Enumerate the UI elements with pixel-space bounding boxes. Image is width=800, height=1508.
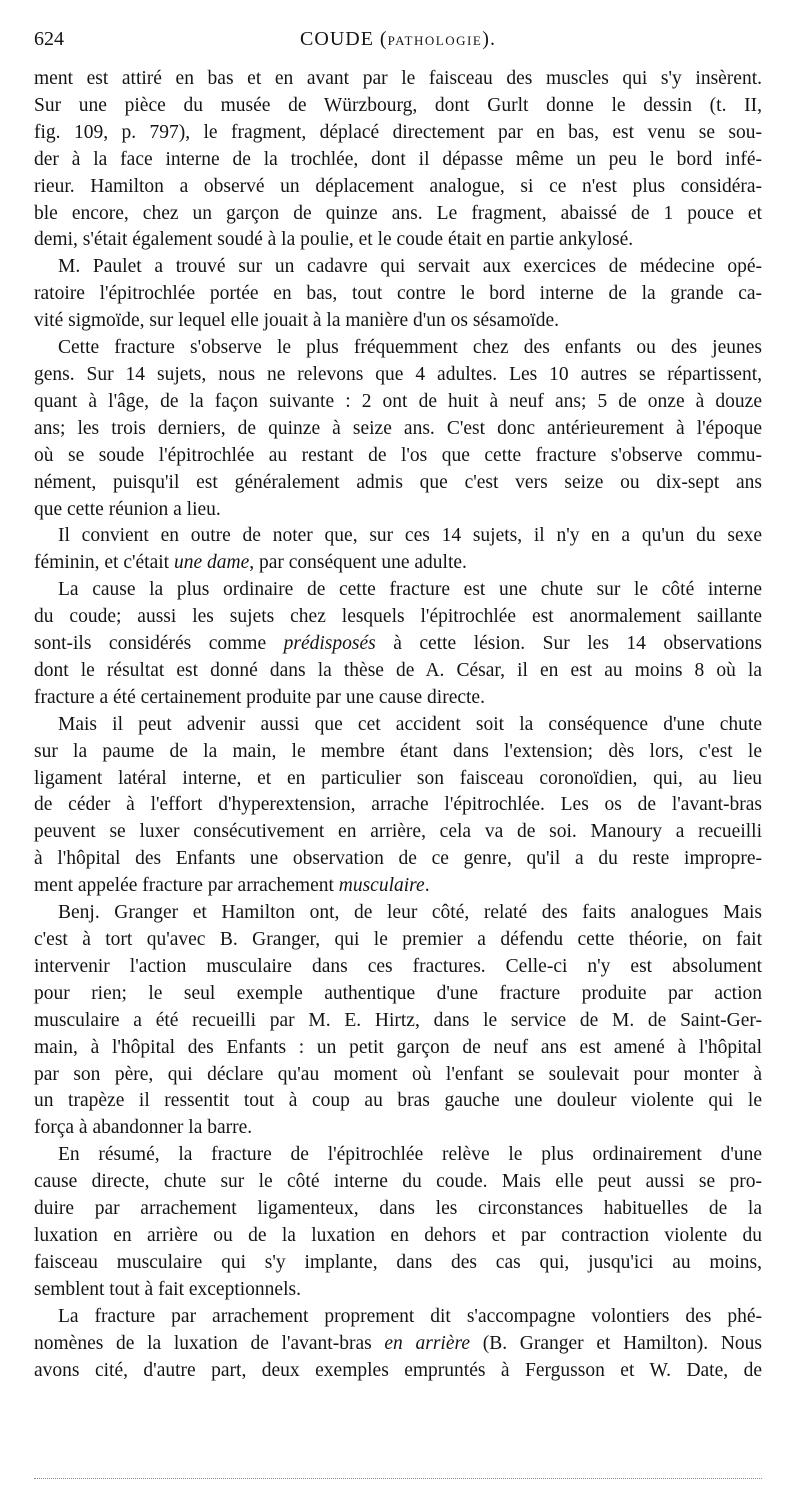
text-line: avons cité, d'autre part, deux exemples empruntés à Fergusson et W. Date, de <box>34 1359 762 1381</box>
text-line: nément, puisqu'il est généralement admis que c'est vers seize ou dix-sept ans <box>34 471 762 493</box>
text-line: sur la paume de la main, le membre étant dans l'extension; dès lors, c'est le <box>34 740 762 762</box>
text-line: à l'hôpital des Enfants une observation de ce genre, qu'il a du reste impropre- <box>34 848 762 870</box>
text-line: ble encore, chez un garçon de quinze ans. Le fragment, abaissé de 1 pouce et <box>34 202 762 224</box>
paragraph <box>34 254 762 335</box>
text-line: ligament latéral interne, et en particulier son faisceau coronoïdien, qui, au lieu <box>34 767 762 789</box>
text-line: vité sigmoïde, sur lequel elle jouait à la manière d'un os sésamoïde. <box>34 310 559 332</box>
running-title-subject: PATHOLOGIE <box>387 33 483 48</box>
text-line: de céder à l'effort d'hyperextension, arrache l'épitrochlée. Les os de l'avant-bras <box>34 794 762 816</box>
paragraph <box>34 900 762 1142</box>
text-line: ment appelée fracture par arrachement musculaire. <box>34 875 430 897</box>
footer-rule <box>34 1478 762 1479</box>
text-line: fig. 109, p. 797), le fragment, déplacé directement par en bas, est venu se sou- <box>34 121 762 143</box>
text-line: En résumé, la fracture de l'épitrochlée relève le plus ordinairement d'une <box>58 1144 762 1166</box>
text-line: main, à l'hôpital des Enfants : un petit garçon de neuf ans est amené à l'hôpital <box>34 1036 762 1058</box>
text-line: Cette fracture s'observe le plus fréquemment chez des enfants ou des jeunes <box>58 337 762 359</box>
text-line: Mais il peut advenir aussi que cet accident soit la conséquence d'une chute <box>58 713 762 735</box>
text-line: que cette réunion a lieu. <box>34 498 221 520</box>
emphasis: en arrière <box>384 1332 471 1354</box>
paragraph <box>34 577 762 712</box>
text-line: dont le résultat est donné dans la thèse de A. César, il en est au moins 8 où la <box>34 659 762 681</box>
paragraph <box>34 1142 762 1303</box>
text-line: La cause la plus ordinaire de cette fracture est une chute sur le côté interne <box>58 579 762 601</box>
text-line: intervenir l'action musculaire dans ces fractures. Celle-ci n'y est absolument <box>34 955 762 977</box>
text-line: luxation en arrière ou de la luxation en dehors et par contraction violente du <box>34 1224 762 1246</box>
paragraph <box>34 66 762 254</box>
text-line: fracture a été certainement produite par une cause directe. <box>34 686 485 708</box>
text-line: quant à l'âge, de la façon suivante : 2 ont de huit à neuf ans; 5 de onze à douze <box>34 390 762 412</box>
text-line: cause directe, chute sur le côté interne du coude. Mais elle peut aussi se pro- <box>34 1171 762 1193</box>
text-line: La fracture par arrachement proprement dit s'accompagne volontiers des phé- <box>58 1305 762 1327</box>
text-line: Benj. Granger et Hamilton ont, de leur côté, relaté des faits analogues Mais <box>58 902 762 924</box>
text-line: força à abandonner la barre. <box>34 1117 253 1139</box>
text-line: gens. Sur 14 sujets, nous ne relevons que 4 adultes. Les 10 autres se répartissent, <box>34 363 762 385</box>
text-line: M. Paulet a trouvé sur un cadavre qui servait aux exercices de médecine opé- <box>58 256 762 278</box>
running-head <box>34 28 762 58</box>
paragraph <box>34 712 762 900</box>
text-line: ans; les trois derniers, de quinze à seize ans. C'est donc antérieurement à l'époque <box>34 417 762 439</box>
running-title-end: ). <box>482 28 496 50</box>
text-line: pour rien; le seul exemple authentique d'une fracture produite par action <box>34 982 762 1004</box>
text-line: Il convient en outre de noter que, sur ces 14 sujets, il n'y en a qu'un du sexe <box>58 525 762 547</box>
paragraph <box>34 335 762 523</box>
text-line: Sur une pièce du musée de Würzbourg, dont Gurlt donne le dessin (t. II, <box>34 94 762 116</box>
text-line: ment est attiré en bas et en avant par le faisceau des muscles qui s'y insèrent. <box>34 68 762 89</box>
text-line: par son père, qui déclare qu'au moment où l'enfant se soulevait pour monter à <box>34 1063 762 1085</box>
text-line: ratoire l'épitrochlée portée en bas, tout contre le bord interne de la grande ca- <box>34 283 762 305</box>
text-line: musculaire a été recueilli par M. E. Hirtz, dans le service de M. de Saint-Ger- <box>34 1009 762 1031</box>
running-title-main: COUDE ( <box>300 28 388 50</box>
text-line: peuvent se luxer consécutivement en arrière, cela va de soi. Manoury a recueilli <box>34 821 762 843</box>
running-title <box>34 28 762 51</box>
text-line: rieur. Hamilton a observé un déplacement analogue, si ce n'est plus considéra- <box>34 175 762 197</box>
text-line: du coude; aussi les sujets chez lesquels l'épitrochlée est anormalement saillante <box>34 606 762 628</box>
text-line: der à la face interne de la trochlée, dont il dépasse même un peu le bord infé- <box>34 148 762 170</box>
text-line: semblent tout à fait exceptionnels. <box>34 1278 301 1300</box>
text-line: duire par arrachement ligamenteux, dans les circonstances habituelles de la <box>34 1198 762 1220</box>
text-line: féminin, et c'était une dame, par conséquent une adulte. <box>34 552 467 574</box>
emphasis: une dame <box>173 552 250 574</box>
text-line: faisceau musculaire qui s'y implante, dans des cas qui, jusqu'ici au moins, <box>34 1251 762 1273</box>
text-line: un trapèze il ressentit tout à coup au bras gauche une douleur violente qui le <box>34 1090 762 1112</box>
text-line: nomènes de la luxation de l'avant-bras en arrière (B. Granger et Hamilton). Nous <box>34 1332 762 1354</box>
body-text <box>34 66 762 1384</box>
text-line: sont-ils considérés comme prédisposés à cette lésion. Sur les 14 observations <box>34 633 762 655</box>
text-line: c'est à tort qu'avec B. Granger, qui le premier a défendu cette théorie, on fait <box>34 929 762 950</box>
emphasis: musculaire <box>338 875 425 897</box>
emphasis: prédisposés <box>283 633 376 655</box>
paragraph <box>34 1304 762 1385</box>
text-line: où se soude l'épitrochlée au restant de l'os que cette fracture s'observe commu- <box>34 444 762 466</box>
paragraph <box>34 523 762 577</box>
text-line: demi, s'était également soudé à la poulie, et le coude était en partie ankylosé. <box>34 229 634 251</box>
page-number: 624 <box>34 28 64 50</box>
